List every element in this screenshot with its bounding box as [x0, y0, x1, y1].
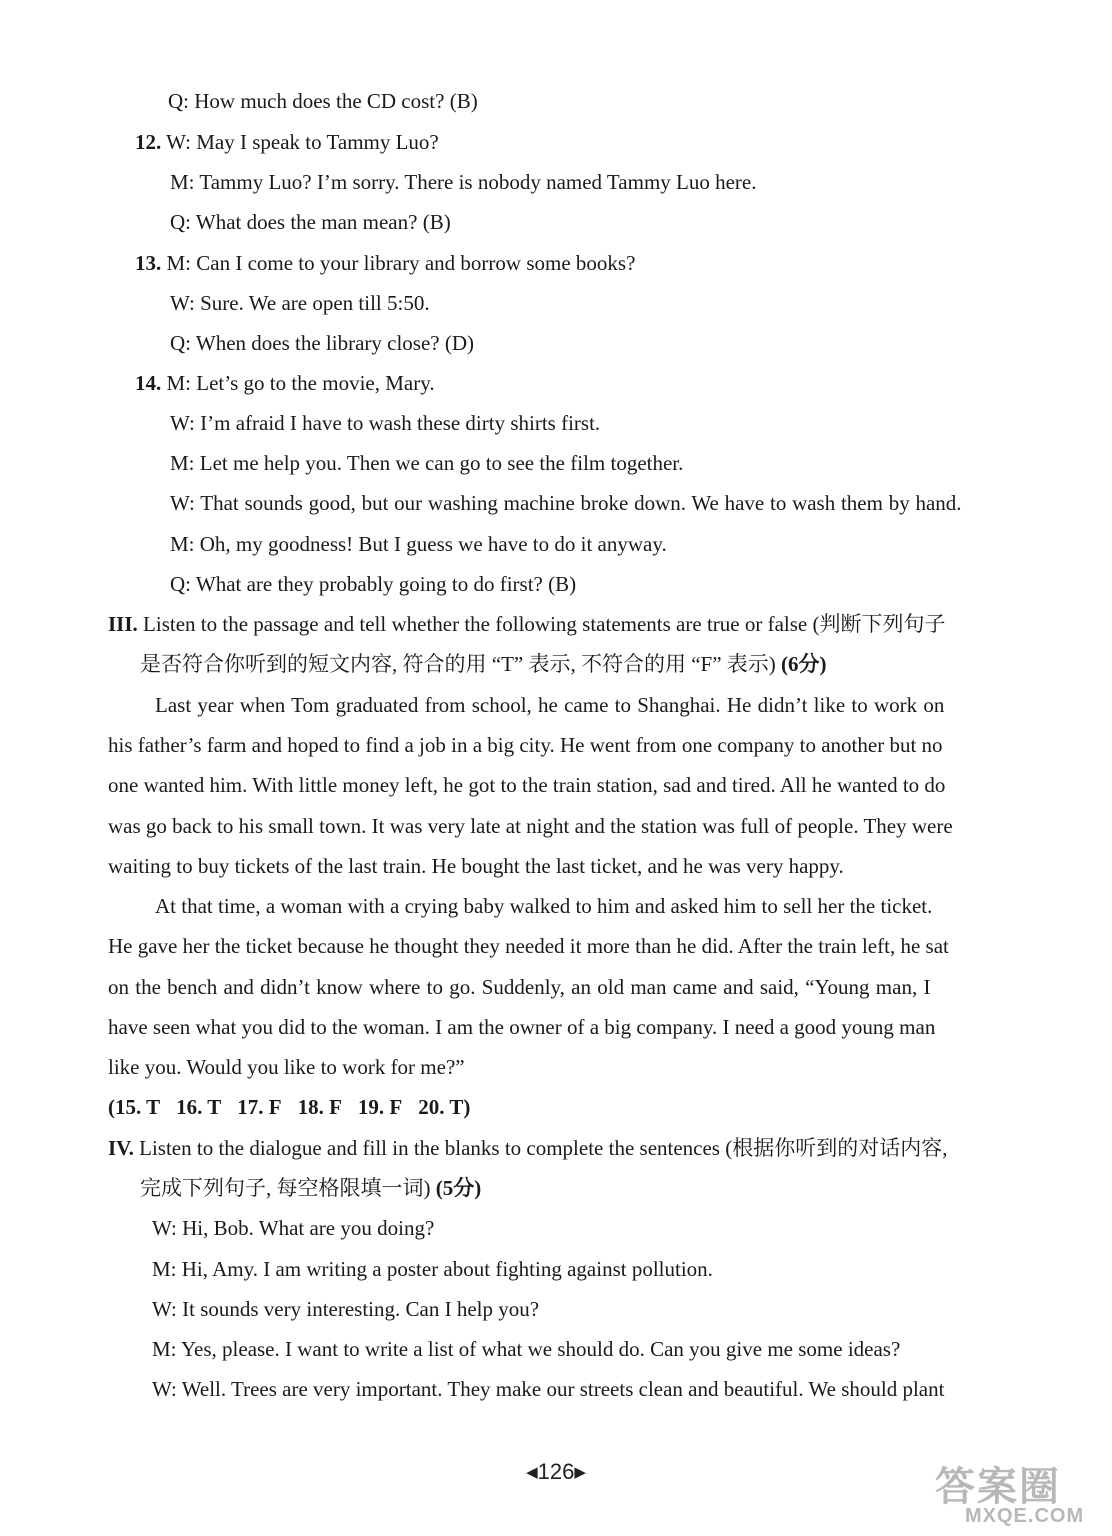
passage-line: waiting to buy tickets of the last train. He bought the last ticket, and he was very happy. [108, 854, 844, 878]
dialogue-line: W: That sounds good, but our washing machine broke down. We have to wash them by hand. [170, 491, 962, 515]
section-4-instruction [108, 1135, 947, 1161]
section-3-instruction-cont [140, 651, 827, 677]
dialogue-line: M: Hi, Amy. I am writing a poster about fighting against pollution. [152, 1257, 713, 1281]
dialogue-line: Q: What does the man mean? (B) [170, 210, 451, 234]
instruction-text: 完成下列句子, 每空格限填一词) [140, 1176, 431, 1200]
section-4-instruction-cont [140, 1175, 481, 1201]
item-12-first-line [135, 129, 439, 155]
passage-line: on the bench and didn’t know where to go. Suddenly, an old man came and said, “Young man, I [108, 975, 931, 999]
dialogue-line: W: Hi, Bob. What are you doing? [152, 1216, 435, 1240]
item-number: 13. [135, 251, 162, 275]
passage-line: At that time, a woman with a crying baby walked to him and asked him to sell her the ticket. [155, 894, 933, 918]
answer: 20. T) [418, 1095, 471, 1119]
dialogue-line: W: It sounds very interesting. Can I help you? [152, 1297, 540, 1321]
answer: (15. T [108, 1095, 161, 1119]
answer: 19. F [357, 1095, 403, 1119]
section-number: IV. [108, 1136, 134, 1160]
points-label: (5分) [435, 1176, 482, 1200]
dialogue-line: Q: How much does the CD cost? (B) [168, 89, 478, 113]
dialogue-line: Q: When does the library close? (D) [170, 331, 475, 355]
answer: 17. F [237, 1095, 282, 1119]
section-number: III. [108, 612, 138, 636]
watermark-logo [905, 1455, 1105, 1533]
answer-key [108, 1094, 486, 1120]
passage-line: Last year when Tom graduated from school, he came to Shanghai. He didn’t like to work on [155, 693, 945, 717]
passage-line: He gave her the ticket because he thought they needed it more than he did. After the train left, he sat [108, 934, 949, 958]
points-label: (6分) [781, 652, 827, 676]
watermark-text: 答案圈 [935, 1465, 1061, 1509]
passage-line: one wanted him. With little money left, he got to the train station, sad and tired. All he wanted to do [108, 773, 946, 797]
item-14-first-line [135, 370, 435, 396]
dialogue-line: W: May I speak to Tammy Luo? [166, 130, 439, 154]
watermark-url: MXQE.COM [965, 1505, 1085, 1527]
instruction-text: 是否符合你听到的短文内容, 符合的用 “T” 表示, 不符合的用 “F” 表示) [140, 652, 776, 676]
dialogue-line: M: Let’s go to the movie, Mary. [166, 371, 435, 395]
passage-line: like you. Would you like to work for me?” [108, 1055, 465, 1079]
left-arrow-icon: ◀ [526, 1464, 538, 1481]
right-arrow-icon: ▶ [574, 1464, 586, 1481]
dialogue-line: Q: What are they probably going to do first? (B) [170, 572, 577, 596]
item-13-first-line [135, 250, 635, 276]
dialogue-line: W: Sure. We are open till 5:50. [170, 291, 430, 315]
item-number: 14. [135, 371, 162, 395]
page-number-text: 126 [537, 1459, 575, 1484]
dialogue-line: W: Well. Trees are very important. They make our streets clean and beautiful. We should plant [152, 1377, 945, 1401]
dialogue-line: W: I’m afraid I have to wash these dirty shirts first. [170, 411, 601, 435]
passage-line: have seen what you did to the woman. I am the owner of a big company. I need a good young man [108, 1015, 936, 1039]
answer: 18. F [297, 1095, 342, 1119]
dialogue-line: M: Can I come to your library and borrow some books? [166, 251, 636, 275]
section-3-instruction [108, 611, 945, 637]
answer: 16. T [176, 1095, 222, 1119]
instruction-text: Listen to the dialogue and fill in the blanks to complete the sentences (根据你听到的对话内容, [139, 1136, 948, 1160]
dialogue-line: M: Tammy Luo? I’m sorry. There is nobody named Tammy Luo here. [170, 170, 757, 194]
dialogue-line: M: Oh, my goodness! But I guess we have to do it anyway. [170, 532, 667, 556]
passage-line: was go back to his small town. It was very late at night and the station was full of people. They were [108, 814, 953, 838]
dialogue-line: M: Let me help you. Then we can go to see the film together. [170, 451, 684, 475]
instruction-text: Listen to the passage and tell whether the following statements are true or false (判断下列句子 [143, 612, 946, 636]
item-number: 12. [135, 130, 162, 154]
dialogue-line: M: Yes, please. I want to write a list of what we should do. Can you give me some ideas? [152, 1337, 901, 1361]
passage-line: his father’s farm and hoped to find a job in a big city. He went from one company to another but no [108, 733, 943, 757]
